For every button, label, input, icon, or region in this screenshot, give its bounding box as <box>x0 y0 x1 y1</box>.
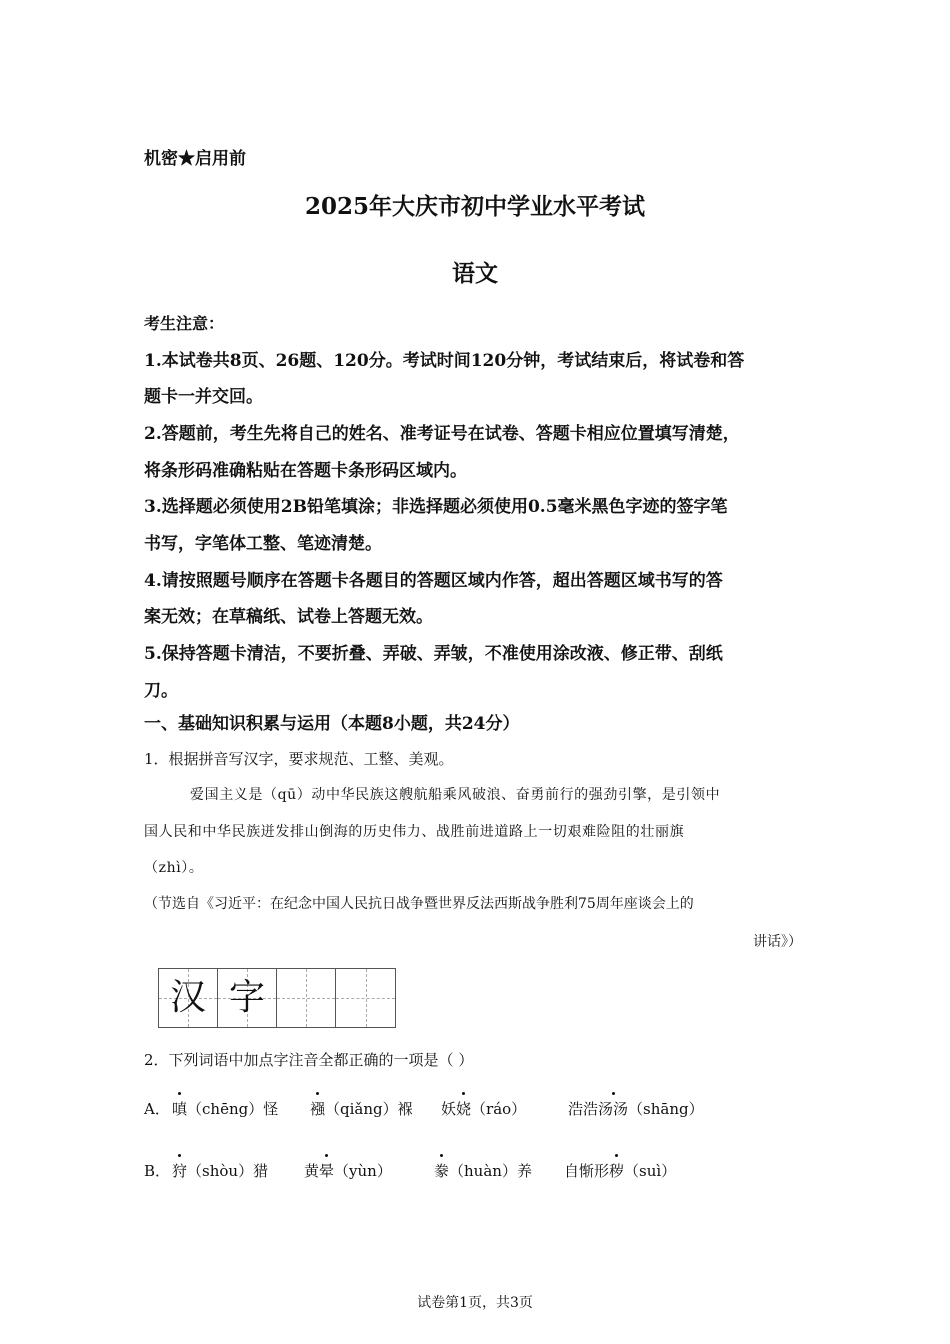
question-1-source: （节选自《习近平：在纪念中国人民抗日战争暨世界反法西斯战争胜利75周年座谈会上的 <box>144 896 694 912</box>
exam-title: 2025年大庆市初中学业水平考试 <box>304 193 645 220</box>
question-1-passage: （zhì）。 <box>144 860 204 876</box>
option-word: 豢（huàn）养 <box>434 1162 532 1180</box>
notice-line: 将条形码准确粘贴在答题卡条形码区域内。 <box>144 461 467 481</box>
handwriting-grid <box>158 968 396 1028</box>
grid-cell <box>336 969 395 1027</box>
notice-line: 题卡一并交回。 <box>144 387 263 407</box>
option-a[interactable] <box>144 1098 804 1128</box>
option-word: 襁（qiǎng）褓 <box>310 1100 413 1118</box>
question-2-prompt: 2．下列词语中加点字注音全都正确的一项是（ ） <box>144 1051 474 1069</box>
option-word: 黄晕（yùn） <box>304 1162 392 1180</box>
option-word: 嗔（chēng）怪 <box>172 1100 279 1118</box>
subject-title: 语文 <box>452 260 498 287</box>
grid-cell <box>218 969 277 1027</box>
notice-line: 案无效；在草稿纸、试卷上答题无效。 <box>144 607 433 627</box>
notice-heading: 考生注意： <box>144 314 225 333</box>
section-heading: 一、基础知识积累与运用（本题8小题，共24分） <box>144 714 520 734</box>
notice-line: 2.答题前，考生先将自己的姓名、准考证号在试卷、答题卡相应位置填写清楚， <box>144 424 740 444</box>
question-1-passage: 国人民和中华民族迸发排山倒海的历史伟力、战胜前进道路上一切艰难险阻的壮丽旗 <box>144 824 685 840</box>
notice-line: 书写，字笔体工整、笔迹清楚。 <box>144 534 382 554</box>
grid-cell <box>159 969 218 1027</box>
page-footer: 试卷第1页，共3页 <box>417 1295 533 1311</box>
option-label: B． <box>144 1162 171 1180</box>
question-1-source: 讲话》） <box>753 934 802 950</box>
notice-line: 刀。 <box>144 681 178 701</box>
option-word: 妖娆（ráo） <box>441 1100 527 1118</box>
option-label: A． <box>144 1100 170 1118</box>
option-b[interactable] <box>144 1160 804 1190</box>
grid-char: 字 <box>228 977 265 1018</box>
grid-cell <box>277 969 336 1027</box>
notice-line: 5.保持答题卡清洁，不要折叠、弄破、弄皱，不准使用涂改液、修正带、刮纸 <box>144 644 723 664</box>
notice-line: 3.选择题必须使用2B铅笔填涂；非选择题必须使用0.5毫米黑色字迹的签字笔 <box>144 497 728 517</box>
option-word: 狩（shòu）猎 <box>172 1162 269 1180</box>
option-word: 浩浩汤汤（shāng） <box>568 1100 704 1118</box>
question-1-prompt: 1．根据拼音写汉字，要求规范、工整、美观。 <box>144 750 454 768</box>
notice-line: 4.请按照题号顺序在答题卡各题目的答题区域内作答，超出答题区域书写的答 <box>144 571 723 591</box>
notice-line: 1.本试卷共8页、26题、120分。考试时间120分钟，考试结束后，将试卷和答 <box>144 351 745 371</box>
confidential-mark: 机密★启用前 <box>144 149 246 169</box>
option-word: 自惭形秽（suì） <box>564 1162 677 1180</box>
question-1-passage: 爱国主义是（qū）动中华民族这艘航船乘风破浪、奋勇前行的强劲引擎，是引领中 <box>190 787 721 803</box>
grid-char: 汉 <box>169 977 206 1018</box>
